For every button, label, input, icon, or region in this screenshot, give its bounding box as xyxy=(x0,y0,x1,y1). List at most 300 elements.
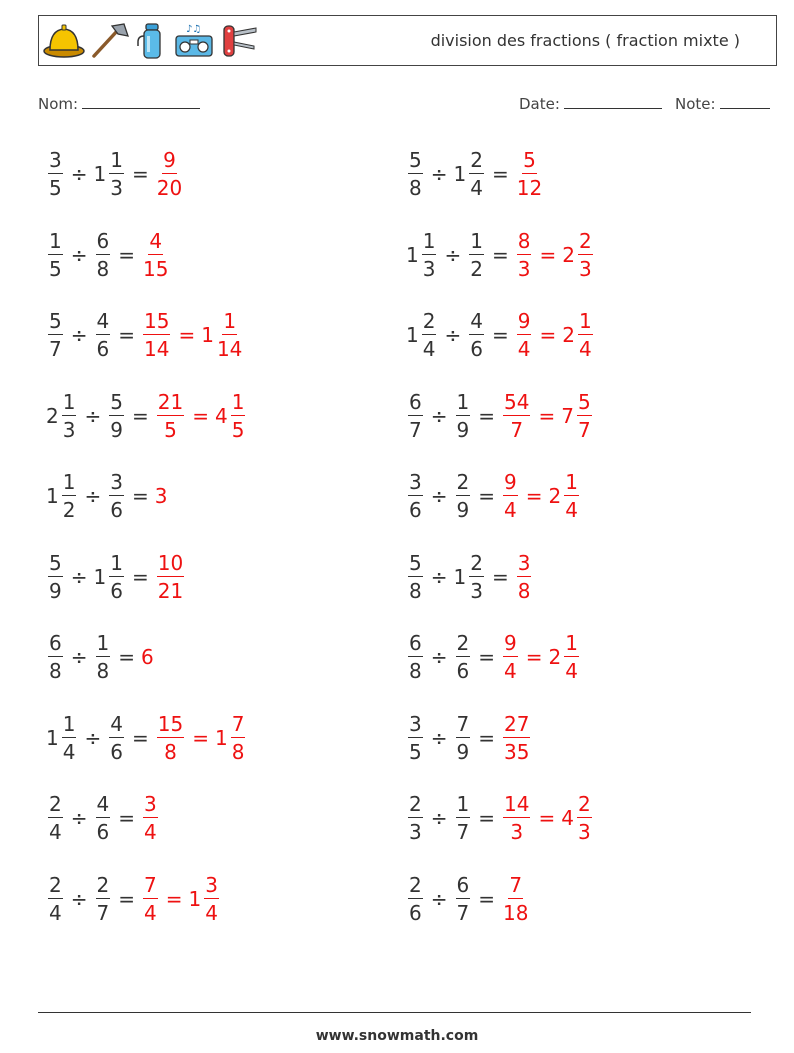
numerator: 6 xyxy=(96,228,110,253)
fraction xyxy=(62,389,77,442)
fraction xyxy=(143,228,169,281)
whole-number: 3 xyxy=(154,484,168,508)
answer-value xyxy=(515,311,534,359)
numerator: 6 xyxy=(456,872,470,897)
answer-value xyxy=(155,711,186,764)
whole-number: 2 xyxy=(46,403,59,428)
denominator: 8 xyxy=(409,578,422,603)
whole-number: 1 xyxy=(406,323,419,347)
fraction xyxy=(231,711,246,764)
numerator: 5 xyxy=(523,148,536,172)
answer xyxy=(515,550,534,603)
fraction xyxy=(503,633,518,681)
answer-value xyxy=(501,711,532,764)
denominator: 7 xyxy=(456,820,470,844)
dividend xyxy=(46,711,78,764)
numerator: 1 xyxy=(62,389,76,414)
whole-number: 4 xyxy=(214,403,228,428)
denominator: 6 xyxy=(96,820,110,844)
answer xyxy=(501,872,530,925)
denominator: 4 xyxy=(144,820,157,844)
numerator: 5 xyxy=(110,389,123,414)
fraction xyxy=(422,228,437,281)
denominator: 5 xyxy=(164,417,177,442)
answer xyxy=(141,311,244,359)
fraction xyxy=(503,472,518,520)
dividend xyxy=(46,872,65,925)
problem-item xyxy=(46,466,168,526)
denominator: 20 xyxy=(156,176,183,200)
answer-value xyxy=(562,228,594,281)
equals-sign: = xyxy=(491,323,509,347)
denominator: 6 xyxy=(110,498,123,522)
fraction xyxy=(204,872,219,925)
equals-sign: = xyxy=(478,645,495,669)
footer-divider xyxy=(38,1012,751,1013)
denominator: 7 xyxy=(96,900,110,925)
fraction xyxy=(456,389,471,442)
denominator: 5 xyxy=(409,739,422,764)
whole-number: 4 xyxy=(561,806,574,830)
answer-value xyxy=(141,228,170,281)
fraction xyxy=(231,389,246,442)
fraction xyxy=(157,711,184,764)
equals-sign: = xyxy=(539,242,557,267)
numerator: 5 xyxy=(409,148,422,172)
numerator: 2 xyxy=(456,631,470,655)
numerator: 3 xyxy=(517,550,531,575)
denominator: 2 xyxy=(62,498,76,522)
equals-sign: = xyxy=(131,484,149,508)
numerator: 4 xyxy=(96,792,110,816)
numerator: 7 xyxy=(509,872,523,897)
denominator: 3 xyxy=(510,820,524,844)
equals-sign: = xyxy=(131,162,149,186)
denominator: 9 xyxy=(456,498,470,522)
denominator: 8 xyxy=(49,659,62,683)
divide-sign: ÷ xyxy=(430,484,448,508)
problem-item xyxy=(46,386,247,446)
answer-value xyxy=(155,389,186,442)
whole-number: 2 xyxy=(562,242,575,267)
denominator: 8 xyxy=(231,739,245,764)
denominator: 6 xyxy=(470,337,483,361)
divisor xyxy=(467,228,486,281)
numerator: 2 xyxy=(96,872,110,897)
fraction xyxy=(503,794,530,842)
dividend xyxy=(406,633,425,681)
numerator: 3 xyxy=(110,470,123,494)
answer-value xyxy=(561,794,593,842)
fraction xyxy=(408,472,423,520)
equals-sign: = xyxy=(539,323,557,347)
numerator: 10 xyxy=(157,550,184,575)
numerator: 1 xyxy=(470,228,483,253)
equals-sign: = xyxy=(118,886,135,911)
worksheet-title: division des fractions ( fraction mixte ) xyxy=(430,31,740,50)
divide-sign: ÷ xyxy=(444,242,462,267)
dividend xyxy=(46,633,65,681)
denominator: 4 xyxy=(49,820,62,844)
denominator: 3 xyxy=(470,578,483,603)
divisor xyxy=(94,794,113,842)
numerator: 1 xyxy=(565,470,578,494)
dividend xyxy=(46,550,65,603)
denominator: 5 xyxy=(49,256,62,281)
denominator: 21 xyxy=(157,578,184,603)
dividend xyxy=(406,311,438,359)
fraction xyxy=(517,150,542,198)
numerator: 9 xyxy=(504,631,517,655)
denominator: 6 xyxy=(456,659,470,683)
denominator: 3 xyxy=(62,417,76,442)
dividend xyxy=(46,311,65,359)
dividend xyxy=(406,472,425,520)
answer xyxy=(155,150,184,198)
numerator: 5 xyxy=(577,389,591,414)
equals-sign: = xyxy=(165,886,183,911)
equals-sign: = xyxy=(178,323,196,347)
fraction xyxy=(143,311,170,359)
denominator: 8 xyxy=(409,176,422,200)
denominator: 4 xyxy=(62,739,76,764)
fraction xyxy=(157,389,184,442)
answer-value xyxy=(515,550,534,603)
fraction xyxy=(62,711,77,764)
answer-value xyxy=(561,389,593,442)
fraction xyxy=(517,311,532,359)
fraction xyxy=(109,550,124,603)
numerator: 2 xyxy=(409,792,422,816)
denominator: 4 xyxy=(470,176,483,200)
whole-number: 1 xyxy=(93,162,107,186)
fraction xyxy=(456,794,471,842)
fraction xyxy=(517,550,532,603)
numerator: 2 xyxy=(578,228,592,253)
dividend xyxy=(46,794,65,842)
answer-value xyxy=(141,645,155,669)
numerator: 3 xyxy=(409,470,422,494)
divide-sign: ÷ xyxy=(70,564,88,589)
numerator: 15 xyxy=(157,711,184,736)
answer xyxy=(141,228,170,281)
divide-sign: ÷ xyxy=(70,806,88,830)
problem-item xyxy=(406,788,594,848)
denominator: 8 xyxy=(409,659,422,683)
fraction xyxy=(96,872,111,925)
divisor xyxy=(94,633,113,681)
problem-item xyxy=(406,627,581,687)
fraction xyxy=(96,794,111,842)
answer-value xyxy=(155,150,184,198)
divisor xyxy=(454,389,473,442)
answer-value xyxy=(501,633,520,681)
whole-number: 1 xyxy=(453,162,467,186)
numerator: 21 xyxy=(157,389,184,414)
denominator: 4 xyxy=(422,337,436,361)
equals-sign: = xyxy=(478,484,495,508)
numerator: 3 xyxy=(205,872,218,897)
problem-item xyxy=(406,386,594,446)
numerator: 1 xyxy=(110,148,123,172)
numerator: 9 xyxy=(163,148,176,172)
denominator: 9 xyxy=(456,739,470,764)
answer xyxy=(501,472,581,520)
fraction xyxy=(577,389,592,442)
numerator: 3 xyxy=(409,711,422,736)
numerator: 15 xyxy=(144,309,170,333)
answer-value xyxy=(141,311,172,359)
denominator: 6 xyxy=(409,900,422,925)
fraction xyxy=(422,311,437,359)
grade-field xyxy=(675,94,770,113)
numerator: 4 xyxy=(149,228,163,253)
divisor xyxy=(454,633,473,681)
numerator: 4 xyxy=(96,309,110,333)
denominator: 6 xyxy=(110,739,123,764)
fraction xyxy=(109,472,124,520)
equals-sign: = xyxy=(118,645,135,669)
fraction xyxy=(408,150,423,198)
denominator: 4 xyxy=(144,900,157,925)
fraction xyxy=(456,633,471,681)
numerator: 9 xyxy=(517,309,531,333)
denominator: 8 xyxy=(96,256,110,281)
fraction xyxy=(564,633,579,681)
problem-item xyxy=(406,144,544,204)
equals-sign: = xyxy=(491,162,509,186)
denominator: 9 xyxy=(456,417,470,442)
divisor xyxy=(107,389,126,442)
numerator: 1 xyxy=(62,711,76,736)
divisor xyxy=(94,872,113,925)
fraction xyxy=(109,150,124,198)
answer-value xyxy=(549,633,581,681)
dividend xyxy=(46,389,78,442)
answer xyxy=(515,311,595,359)
answer-value xyxy=(501,389,532,442)
equals-sign: = xyxy=(118,323,135,347)
problem-item xyxy=(46,305,244,365)
denominator: 8 xyxy=(164,739,177,764)
equals-sign: = xyxy=(538,403,556,428)
header-box xyxy=(38,15,777,66)
whole-number: 1 xyxy=(453,564,467,589)
dividend xyxy=(406,550,425,603)
dividend xyxy=(406,150,425,198)
whole-number: 2 xyxy=(562,323,575,347)
denominator: 4 xyxy=(205,900,218,925)
divide-sign: ÷ xyxy=(84,484,102,508)
equals-sign: = xyxy=(491,242,509,267)
equals-sign: = xyxy=(118,806,135,830)
answer-value xyxy=(501,794,532,842)
fraction xyxy=(578,311,593,359)
date-field xyxy=(519,94,662,113)
answer xyxy=(515,150,544,198)
problem-item xyxy=(46,144,184,204)
answer-value xyxy=(515,150,544,198)
equals-sign: = xyxy=(192,725,209,750)
denominator: 4 xyxy=(517,337,531,361)
numerator: 54 xyxy=(504,389,530,414)
numerator: 3 xyxy=(49,148,62,172)
numerator: 1 xyxy=(456,389,470,414)
numerator: 27 xyxy=(504,711,530,736)
divisor xyxy=(454,794,473,842)
fraction xyxy=(157,550,184,603)
fraction xyxy=(517,228,532,281)
answer-value xyxy=(141,794,160,842)
answer xyxy=(141,794,160,842)
denominator: 3 xyxy=(110,176,123,200)
equals-sign: = xyxy=(131,403,149,428)
hat-icon xyxy=(42,20,86,60)
svg-text:♪♫: ♪♫ xyxy=(186,24,202,35)
fraction xyxy=(408,711,423,764)
fraction xyxy=(109,389,124,442)
whole-number: 1 xyxy=(406,242,419,267)
divide-sign: ÷ xyxy=(430,162,448,186)
numerator: 1 xyxy=(62,470,76,494)
dividend xyxy=(406,228,438,281)
numerator: 2 xyxy=(456,470,470,494)
numerator: 8 xyxy=(517,228,531,253)
denominator: 5 xyxy=(49,176,62,200)
answer xyxy=(141,645,155,669)
fraction xyxy=(408,872,423,925)
fraction xyxy=(408,633,423,681)
equals-sign: = xyxy=(192,403,209,428)
numerator: 9 xyxy=(504,470,517,494)
numerator: 1 xyxy=(96,631,110,655)
footer-url: www.snowmath.com xyxy=(315,1028,479,1044)
date-line xyxy=(564,94,662,109)
equals-sign: = xyxy=(491,564,509,589)
problem-item xyxy=(46,225,170,285)
answer xyxy=(501,389,594,442)
problem-item xyxy=(406,869,530,929)
whole-number: 6 xyxy=(141,645,154,669)
fraction xyxy=(408,550,423,603)
fraction xyxy=(503,389,530,442)
fraction xyxy=(62,472,77,520)
denominator: 2 xyxy=(470,256,483,281)
grade-line xyxy=(720,94,770,109)
answer xyxy=(515,228,595,281)
equals-sign: = xyxy=(525,645,543,669)
problem-item xyxy=(406,225,595,285)
answer xyxy=(155,550,186,603)
multitool-icon xyxy=(218,20,262,60)
whole-number: 1 xyxy=(93,564,107,589)
whole-number: 1 xyxy=(46,484,59,508)
problem-item xyxy=(46,788,160,848)
divisor xyxy=(94,150,126,198)
divide-sign: ÷ xyxy=(430,886,448,911)
numerator: 2 xyxy=(409,872,422,897)
denominator: 3 xyxy=(577,820,591,844)
denominator: 6 xyxy=(96,337,110,361)
denominator: 15 xyxy=(143,256,169,281)
numerator: 2 xyxy=(470,148,483,172)
numerator: 6 xyxy=(49,631,62,655)
answer-value xyxy=(141,872,160,925)
divisor xyxy=(454,150,486,198)
numerator: 3 xyxy=(144,792,157,816)
equals-sign: = xyxy=(478,886,495,911)
denominator: 4 xyxy=(504,498,517,522)
header-icons xyxy=(42,20,262,62)
numerator: 2 xyxy=(577,792,591,816)
fraction xyxy=(456,872,471,925)
numerator: 1 xyxy=(565,631,578,655)
divisor xyxy=(454,472,473,520)
numerator: 5 xyxy=(49,309,62,333)
divide-sign: ÷ xyxy=(84,403,102,428)
denominator: 4 xyxy=(49,900,62,925)
answer xyxy=(155,711,248,764)
numerator: 2 xyxy=(49,792,62,816)
fraction xyxy=(157,150,182,198)
denominator: 3 xyxy=(578,256,592,281)
whole-number: 1 xyxy=(201,323,214,347)
numerator: 2 xyxy=(470,550,483,575)
fraction xyxy=(109,711,124,764)
divide-sign: ÷ xyxy=(430,645,448,669)
numerator: 4 xyxy=(470,309,483,333)
answer xyxy=(155,389,248,442)
problem-item xyxy=(406,466,581,526)
fraction xyxy=(469,228,484,281)
name-line xyxy=(82,94,200,109)
axe-icon xyxy=(88,20,132,60)
divide-sign: ÷ xyxy=(70,162,88,186)
denominator: 4 xyxy=(504,659,517,683)
fraction xyxy=(456,711,471,764)
denominator: 18 xyxy=(503,900,529,925)
problem-item xyxy=(406,305,595,365)
divisor xyxy=(453,550,486,603)
numerator: 5 xyxy=(409,550,422,575)
fraction xyxy=(408,389,423,442)
numerator: 1 xyxy=(223,309,237,333)
dividend xyxy=(406,872,425,925)
denominator: 9 xyxy=(110,417,123,442)
problem-item xyxy=(46,708,247,768)
fraction xyxy=(564,472,579,520)
answer-value xyxy=(155,484,169,508)
numerator: 14 xyxy=(504,792,530,816)
fraction xyxy=(217,311,242,359)
answer xyxy=(155,484,169,508)
denominator: 7 xyxy=(409,417,422,442)
fraction xyxy=(469,311,484,359)
fraction xyxy=(48,228,63,281)
whole-number: 1 xyxy=(188,886,202,911)
divisor xyxy=(93,550,126,603)
divisor xyxy=(107,711,126,764)
answer xyxy=(501,633,581,681)
divide-sign: ÷ xyxy=(430,806,448,830)
equals-sign: = xyxy=(525,484,543,508)
fraction xyxy=(48,311,63,359)
fraction xyxy=(48,550,63,603)
divisor xyxy=(454,711,473,764)
answer-value xyxy=(188,872,221,925)
divide-sign: ÷ xyxy=(430,403,448,428)
numerator: 1 xyxy=(49,228,62,253)
